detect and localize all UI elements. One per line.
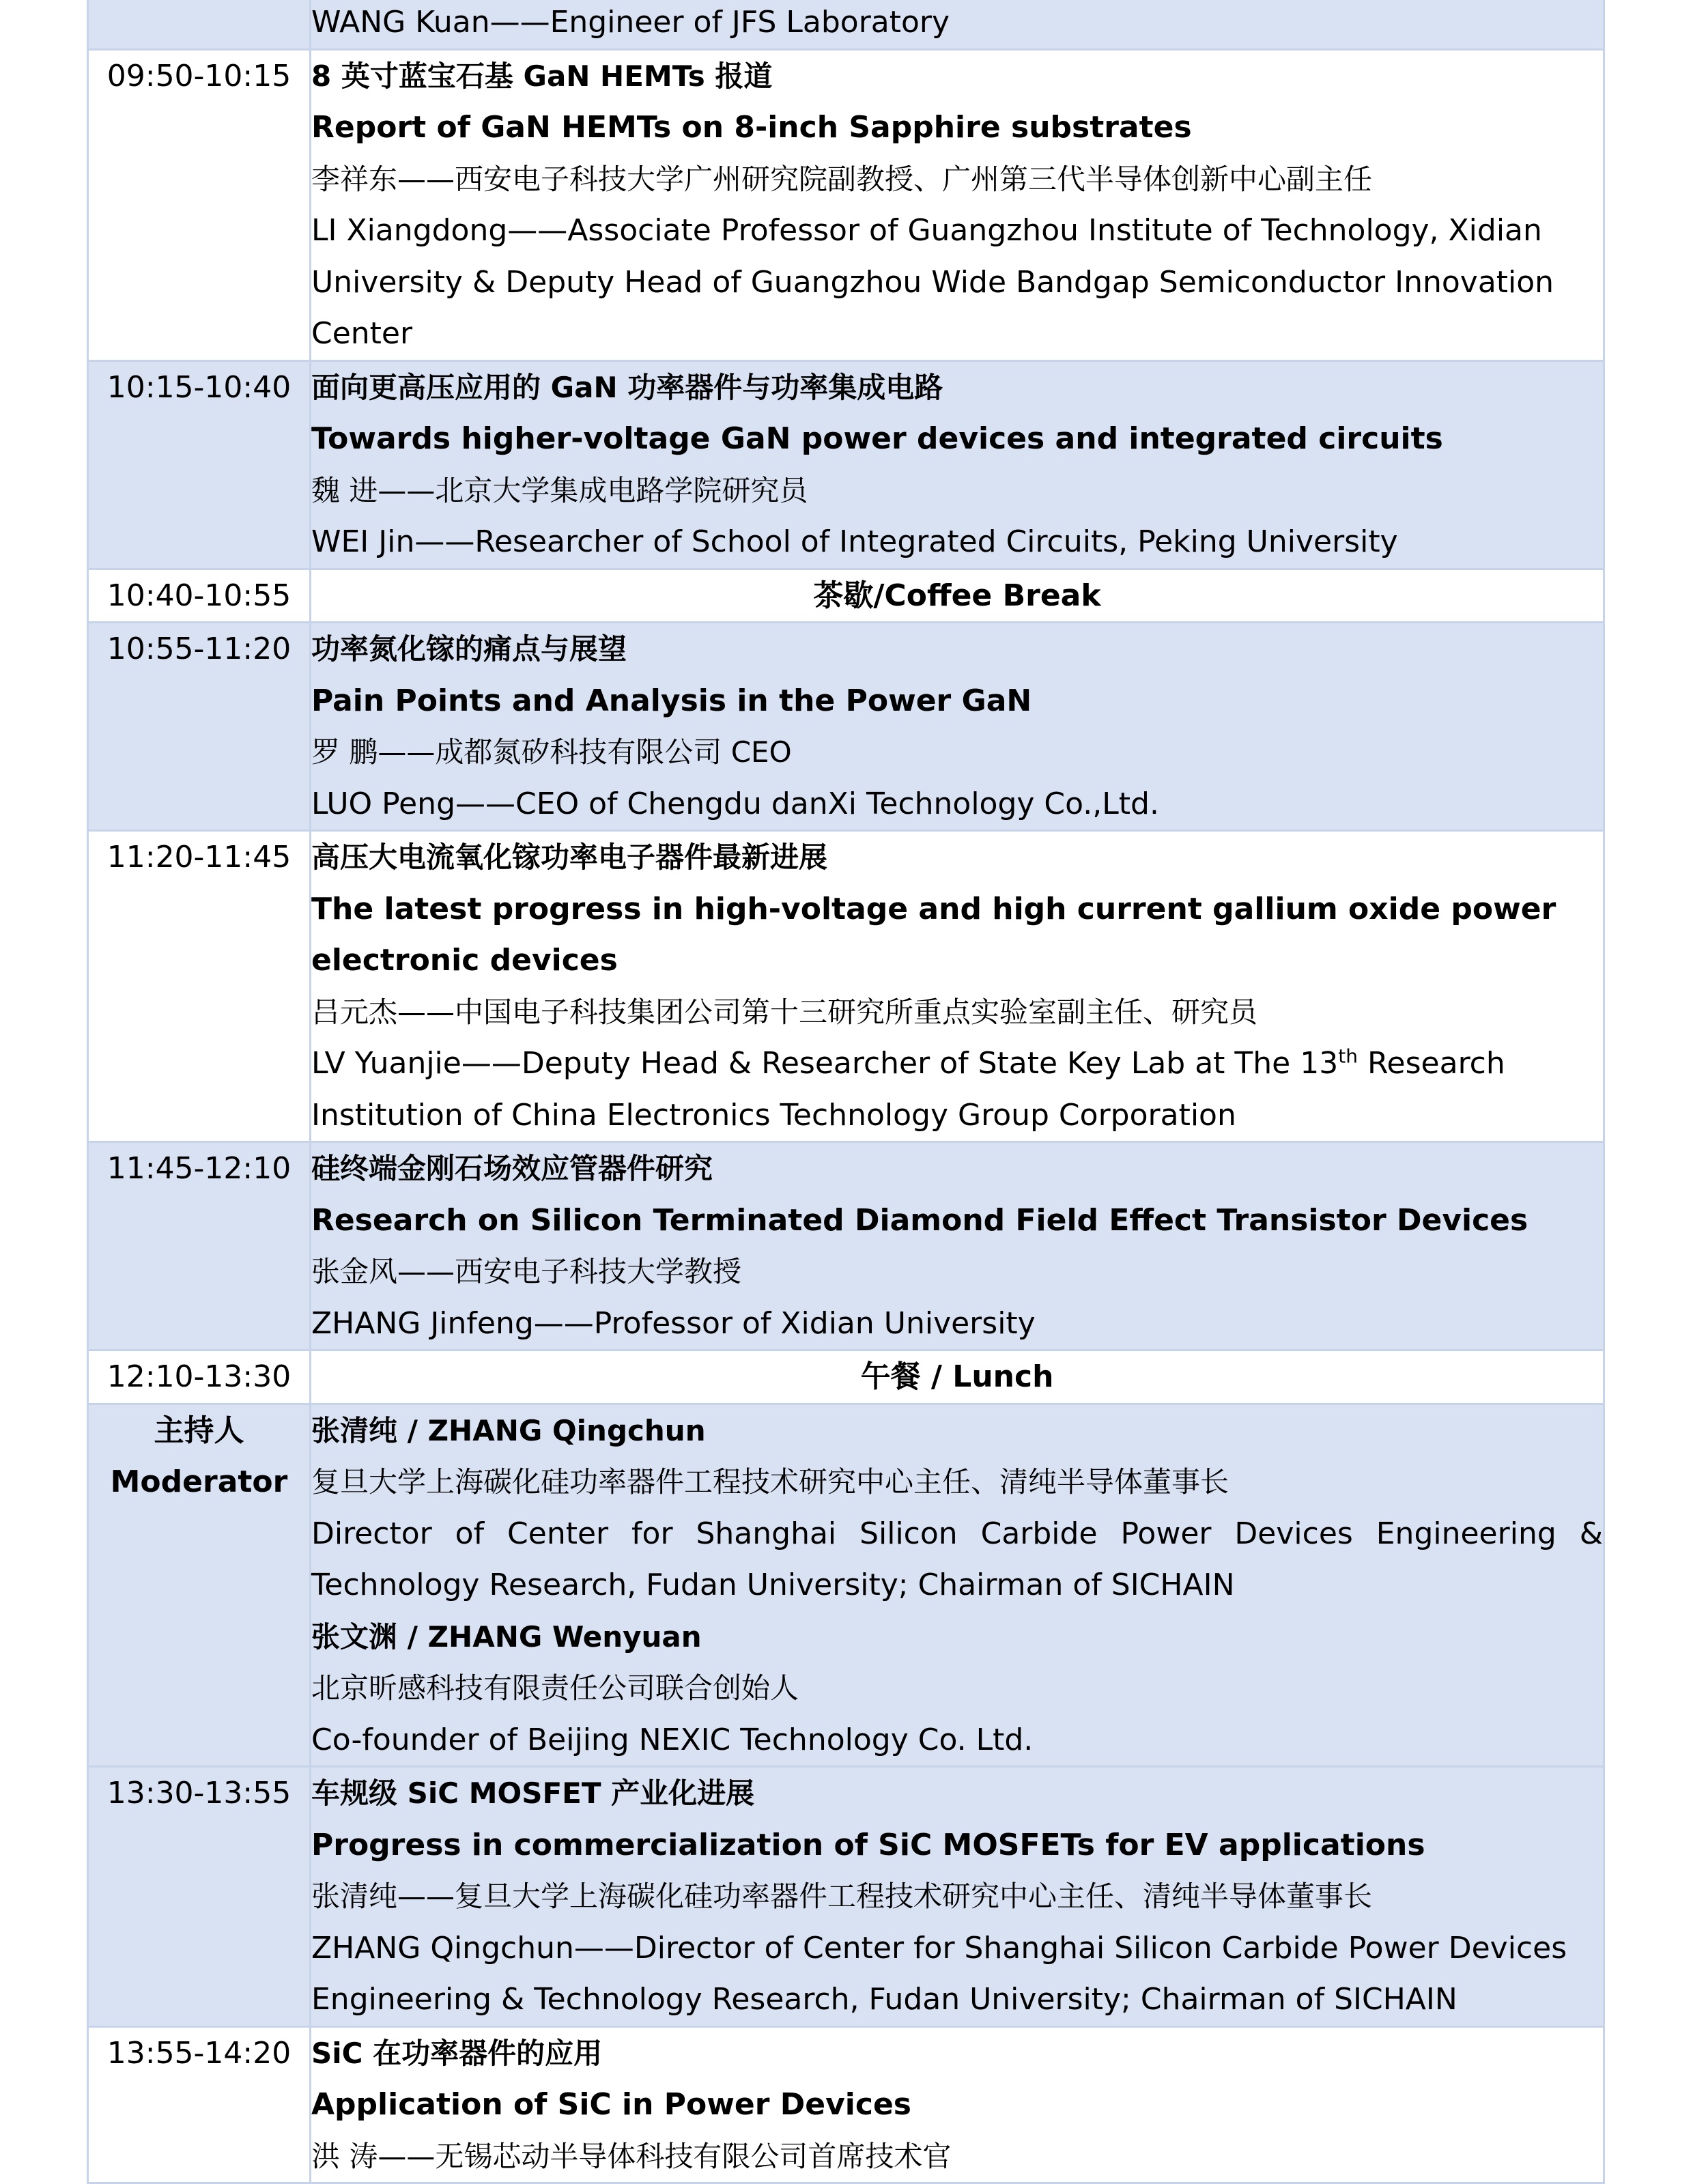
agenda-row (88, 360, 1604, 569)
title-cn: SiC 在功率器件的应用 (311, 2036, 603, 2070)
speaker-cn: 罗 鹏——成都氮矽科技有限公司 CEO (311, 735, 792, 769)
time-cell: 13:30-13:55 (88, 1767, 311, 2027)
moderator-cell (311, 1404, 1604, 1767)
time-cell: 10:55-11:20 (88, 623, 311, 831)
speaker-en: ZHANG Qingchun——Director of Center for Shanghai Silicon Carbide Power Devices Engineering & Technology Research, Fudan University; Chairman of SICHAIN (311, 1930, 1567, 2017)
moderator-title-cn: 北京昕感科技有限责任公司联合创始人 (311, 1671, 799, 1705)
time-cell: 11:20-11:45 (88, 831, 311, 1142)
time-cell: 12:10-13:30 (88, 1350, 311, 1404)
ordinal-suffix: th (1338, 1045, 1358, 1068)
title-en: Application of SiC in Power Devices (311, 2087, 911, 2122)
session-cell (311, 1767, 1604, 2027)
session-cell (311, 831, 1604, 1142)
speaker-en-part: LV Yuanjie——Deputy Head & Researcher of State Key Lab at The 13 (311, 1046, 1339, 1081)
agenda-row (88, 569, 1604, 623)
agenda-table (87, 0, 1605, 2184)
speaker-cn: 张金风——西安电子科技大学教授 (311, 1255, 742, 1288)
speaker-cn: 吕元杰——中国电子科技集团公司第十三研究所重点实验室副主任、研究员 (311, 995, 1258, 1029)
title-cn: 硅终端金刚石场效应管器件研究 (311, 1152, 713, 1185)
title-en: The latest progress in high-voltage and high current gallium oxide power electronic devices (311, 891, 1556, 978)
time-cell: 11:45-12:10 (88, 1142, 311, 1350)
speaker-cn: 张清纯——复旦大学上海碳化硅功率器件工程技术研究中心主任、清纯半导体董事长 (311, 1880, 1373, 1913)
title-cn: 高压大电流氧化镓功率电子器件最新进展 (311, 840, 828, 874)
speaker-en-part: Research Institution of China Electronics Technology Group Corporation (311, 1046, 1505, 1133)
moderator-name: 张文渊 / ZHANG Wenyuan (311, 1619, 702, 1654)
time-cell: 13:55-14:20 (88, 2026, 311, 2183)
time-cell: 10:15-10:40 (88, 360, 311, 569)
title-en: Progress in commercialization of SiC MOSFETs for EV applications (311, 1827, 1425, 1862)
title-en: Report of GaN HEMTs on 8-inch Sapphire substrates (311, 110, 1192, 145)
session-cell (311, 49, 1604, 360)
moderator-title-en: Co-founder of Beijing NEXIC Technology Co. Ltd. (311, 1722, 1034, 1757)
moderator-label-en: Moderator (110, 1464, 288, 1499)
agenda-row (88, 0, 1604, 49)
moderator-title-en: Director of Center for Shanghai Silicon Carbide Power Devices Engineering & Technology Research, Fudan University; Chairman of SICHAIN (311, 1516, 1603, 1602)
speaker-cn: 李祥东——西安电子科技大学广州研究院副教授、广州第三代半导体创新中心副主任 (311, 162, 1373, 196)
break-label: 茶歇/Coffee Break (813, 578, 1101, 613)
agenda-row (88, 831, 1604, 1142)
moderator-label-cn: 主持人 (154, 1413, 244, 1448)
moderator-title-cn: 复旦大学上海碳化硅功率器件工程技术研究中心主任、清纯半导体董事长 (311, 1465, 1229, 1499)
session-cell (311, 2026, 1604, 2183)
title-cn: 车规级 SiC MOSFET 产业化进展 (311, 1776, 755, 1810)
break-cell (311, 569, 1604, 623)
agenda-row (88, 1350, 1604, 1404)
session-cell (311, 360, 1604, 569)
agenda-row (88, 1142, 1604, 1350)
session-cell (311, 1142, 1604, 1350)
title-en: Pain Points and Analysis in the Power GaN (311, 683, 1032, 718)
agenda-row (88, 2026, 1604, 2183)
speaker-cn: 洪 涛——无锡芯动半导体科技有限公司首席技术官 (311, 2139, 952, 2173)
session-cell (311, 623, 1604, 831)
agenda-row (88, 1404, 1604, 1767)
lunch-label: 午餐 / Lunch (860, 1359, 1054, 1394)
agenda-row (88, 1767, 1604, 2027)
title-cn: 功率氮化镓的痛点与展望 (311, 632, 627, 666)
speaker-cn: 魏 进——北京大学集成电路学院研究员 (311, 473, 808, 507)
speaker-en: WANG Kuan——Engineer of JFS Laboratory (311, 5, 950, 40)
agenda-row (88, 623, 1604, 831)
title-cn: 面向更高压应用的 GaN 功率器件与功率集成电路 (311, 370, 943, 404)
speaker-en: ZHANG Jinfeng——Professor of Xidian University (311, 1305, 1036, 1341)
time-cell: 09:50-10:15 (88, 49, 311, 360)
agenda-row (88, 49, 1604, 360)
moderator-label-cell (88, 1404, 311, 1767)
title-cn: 8 英寸蓝宝石基 GaN HEMTs 报道 (311, 59, 773, 93)
session-cell (311, 0, 1604, 49)
time-cell: 10:40-10:55 (88, 569, 311, 623)
speaker-en: LUO Peng——CEO of Chengdu danXi Technology Co.,Ltd. (311, 786, 1159, 821)
speaker-en: LI Xiangdong——Associate Professor of Guangzhou Institute of Technology, Xidian University & Deputy Head of Guangzhou Wide Bandgap Semiconductor Innovation Center (311, 213, 1554, 351)
speaker-en: WEI Jin——Researcher of School of Integrated Circuits, Peking University (311, 524, 1398, 559)
break-cell (311, 1350, 1604, 1404)
time-cell (88, 0, 311, 49)
title-en: Research on Silicon Terminated Diamond Field Effect Transistor Devices (311, 1202, 1528, 1238)
moderator-name: 张清纯 / ZHANG Qingchun (311, 1413, 706, 1447)
title-en: Towards higher-voltage GaN power devices and integrated circuits (311, 421, 1443, 456)
speaker-en (311, 1038, 1603, 1141)
